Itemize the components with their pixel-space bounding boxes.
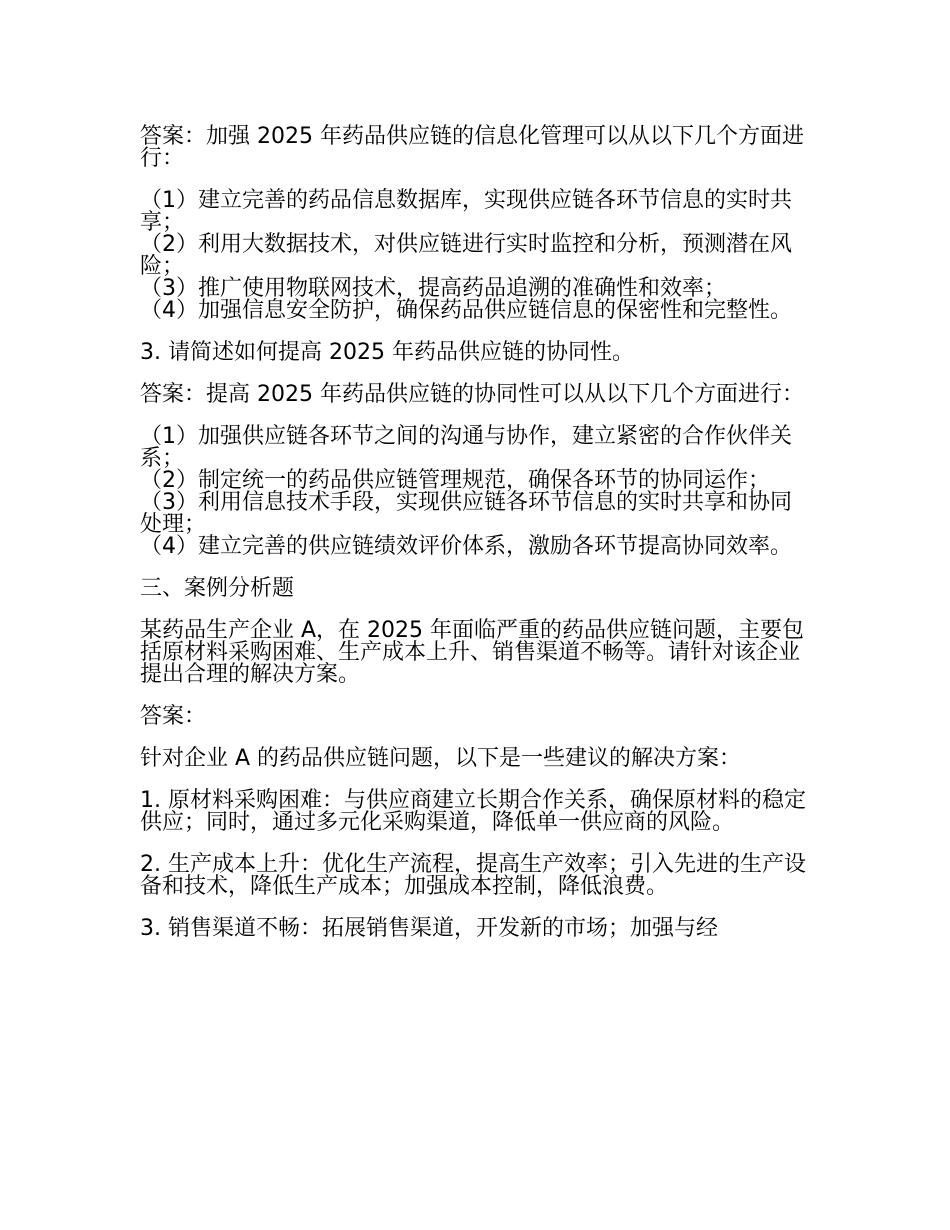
- solution-item-1: 1. 原材料采购困难：与供应商建立长期合作关系，确保原材料的稳定供应；同时，通过多元化采购渠道，降低单一供应商的风险。: [140, 788, 806, 835]
- solution-item-2: 2. 生产成本上升：优化生产流程，提高生产效率；引入先进的生产设备和技术，降低生产成本；加强成本控制，降低浪费。: [140, 852, 806, 899]
- answer-list-2: [140, 426, 812, 558]
- answer-label: 答案：: [140, 704, 207, 729]
- solution-intro: 针对企业 A 的药品供应链问题，以下是一些建议的解决方案：: [140, 746, 742, 771]
- list-item: （1）建立完善的药品信息数据库，实现供应链各环节信息的实时共享；: [140, 188, 792, 235]
- question-3: 3. 请简述如何提高 2025 年药品供应链的协同性。: [140, 340, 634, 365]
- list-item: （2）利用大数据技术，对供应链进行实时监控和分析，预测潜在风险；: [140, 232, 792, 279]
- answer-paragraph-1: 答案：加强 2025 年药品供应链的信息化管理可以从以下几个方面进行：: [140, 124, 804, 171]
- list-item: （1）加强供应链各环节之间的沟通与协作，建立紧密的合作伙伴关系；: [140, 424, 792, 471]
- document-page: [140, 126, 812, 940]
- list-item: （4）加强信息安全防护，确保药品供应链信息的保密性和完整性。: [140, 298, 792, 323]
- list-item: （3）利用信息技术手段，实现供应链各环节信息的实时共享和协同处理；: [140, 490, 792, 537]
- answer-paragraph-2: 答案：提高 2025 年药品供应链的协同性可以从以下几个方面进行：: [140, 382, 804, 407]
- answer-list-1: [140, 190, 812, 322]
- section-heading: 三、案例分析题: [140, 576, 295, 601]
- list-item: （4）建立完善的供应链绩效评价体系，激励各环节提高协同效率。: [140, 534, 792, 559]
- case-description: 某药品生产企业 A，在 2025 年面临严重的药品供应链问题，主要包括原材料采购困难、生产成本上升、销售渠道不畅等。请针对该企业提出合理的解决方案。: [140, 618, 805, 687]
- list-item: （2）制定统一的药品供应链管理规范，确保各环节的协同运作；: [140, 468, 770, 493]
- list-item: （3）推广使用物联网技术，提高药品追溯的准确性和效率；: [140, 276, 726, 301]
- solution-item-3: 3. 销售渠道不畅：拓展销售渠道，开发新的市场；加强与经: [140, 916, 718, 941]
